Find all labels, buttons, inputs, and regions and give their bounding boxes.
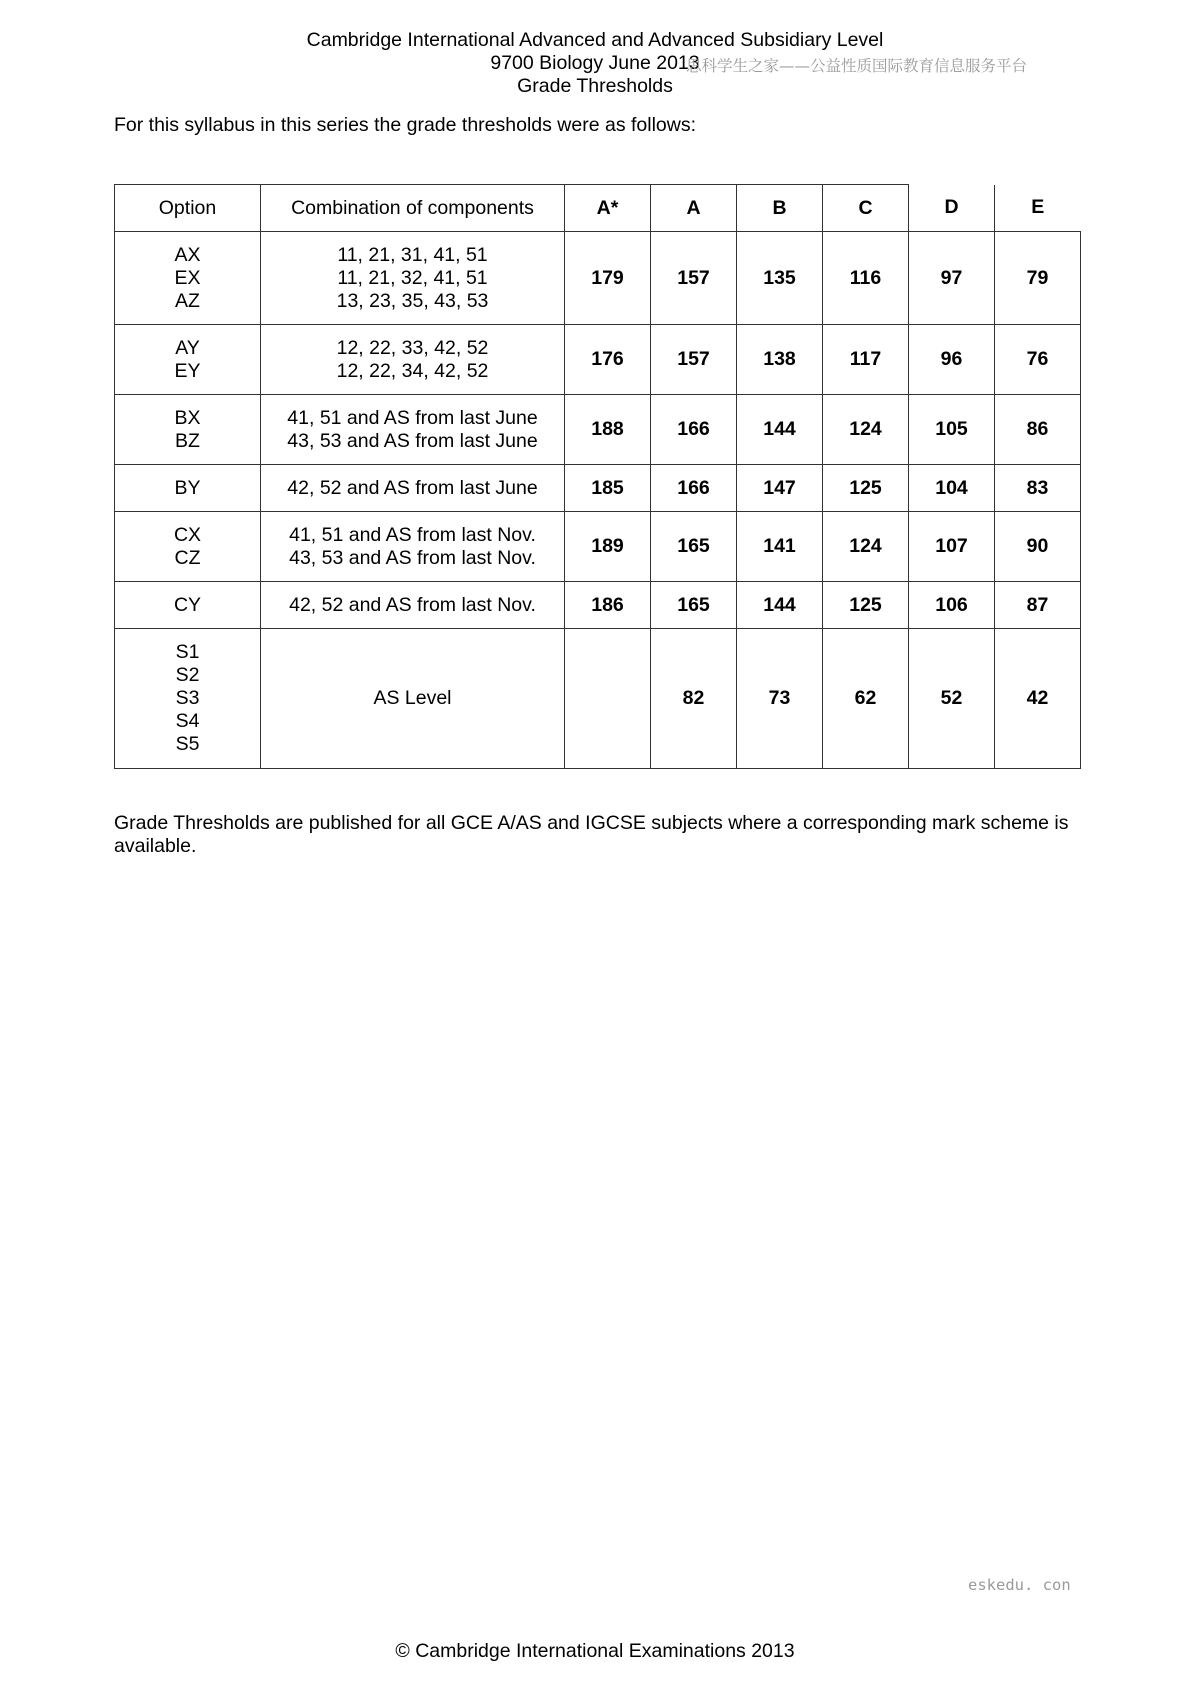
threshold-value: 147 bbox=[737, 465, 823, 512]
intro-text: For this syllabus in this series the grade thresholds were as follows: bbox=[114, 114, 697, 136]
threshold-value: 179 bbox=[565, 232, 651, 325]
threshold-value: 125 bbox=[823, 465, 909, 512]
table-row bbox=[115, 395, 1081, 465]
option-cell bbox=[115, 232, 261, 325]
table-row bbox=[115, 582, 1081, 629]
components-cell bbox=[261, 582, 565, 629]
component-combination: 41, 51 and AS from last Nov. bbox=[289, 523, 536, 546]
component-combination: 42, 52 and AS from last June bbox=[287, 476, 538, 499]
option-cell bbox=[115, 465, 261, 512]
header-option: Option bbox=[115, 185, 261, 232]
table-row bbox=[115, 232, 1081, 325]
threshold-value: 97 bbox=[909, 232, 995, 325]
copyright-footer: © Cambridge International Examinations 2013 bbox=[395, 1640, 795, 1662]
option-cell bbox=[115, 582, 261, 629]
option-code: EY bbox=[174, 359, 201, 382]
threshold-value: 176 bbox=[565, 325, 651, 395]
threshold-value: 166 bbox=[651, 465, 737, 512]
syllabus-line: 9700 Biology June 2013 bbox=[490, 52, 700, 74]
footnote-text: Grade Thresholds are published for all GCE A/AS and IGCSE subjects where a corresponding mark scheme is available. bbox=[114, 812, 1069, 857]
option-code: S4 bbox=[175, 710, 200, 732]
threshold-value: 52 bbox=[909, 629, 995, 769]
component-combination: 42, 52 and AS from last Nov. bbox=[289, 593, 536, 616]
components-cell bbox=[261, 232, 565, 325]
threshold-value: 144 bbox=[737, 582, 823, 629]
option-code: BZ bbox=[175, 429, 200, 452]
threshold-value: 141 bbox=[737, 512, 823, 582]
option-code: S1 bbox=[175, 641, 200, 663]
header-grade-d: D bbox=[909, 185, 995, 232]
threshold-value: 116 bbox=[823, 232, 909, 325]
header-grade-a: A bbox=[651, 185, 737, 232]
component-combination: 43, 53 and AS from last June bbox=[287, 429, 538, 452]
option-cell bbox=[115, 395, 261, 465]
threshold-value: 157 bbox=[651, 232, 737, 325]
threshold-value: 138 bbox=[737, 325, 823, 395]
threshold-value: 105 bbox=[909, 395, 995, 465]
watermark-text: 思科学生之家——公益性质国际教育信息服务平台 bbox=[686, 57, 1028, 75]
header-grade-c: C bbox=[823, 185, 909, 232]
components-cell bbox=[261, 629, 565, 769]
components-cell bbox=[261, 465, 565, 512]
threshold-value: 144 bbox=[737, 395, 823, 465]
component-combination: 11, 21, 32, 41, 51 bbox=[337, 266, 488, 289]
component-combination: 11, 21, 31, 41, 51 bbox=[337, 243, 488, 266]
threshold-value: 73 bbox=[737, 629, 823, 769]
threshold-value: 104 bbox=[909, 465, 995, 512]
option-cell bbox=[115, 325, 261, 395]
threshold-value: 124 bbox=[823, 512, 909, 582]
option-code: CX bbox=[173, 523, 202, 546]
threshold-value: 189 bbox=[565, 512, 651, 582]
threshold-value: 82 bbox=[651, 629, 737, 769]
threshold-value: 42 bbox=[995, 629, 1081, 769]
threshold-value: 186 bbox=[565, 582, 651, 629]
threshold-value: 79 bbox=[995, 232, 1081, 325]
table-row bbox=[115, 465, 1081, 512]
component-combination: 12, 22, 34, 42, 52 bbox=[336, 359, 489, 382]
threshold-value: 188 bbox=[565, 395, 651, 465]
threshold-value: 86 bbox=[995, 395, 1081, 465]
components-cell bbox=[261, 395, 565, 465]
document-title: Cambridge International Advanced and Advanced Subsidiary Level bbox=[306, 29, 884, 51]
grade-thresholds-table bbox=[114, 184, 1081, 769]
threshold-value: 90 bbox=[995, 512, 1081, 582]
component-combination: 13, 23, 35, 43, 53 bbox=[336, 289, 489, 312]
threshold-value: 83 bbox=[995, 465, 1081, 512]
header-grade-e: E bbox=[995, 185, 1081, 232]
option-code: S2 bbox=[175, 664, 200, 686]
threshold-value: 135 bbox=[737, 232, 823, 325]
threshold-value bbox=[565, 629, 651, 769]
component-combination: AS Level bbox=[373, 687, 452, 709]
option-code: CY bbox=[173, 593, 202, 616]
option-code: AY bbox=[175, 336, 200, 359]
threshold-value: 106 bbox=[909, 582, 995, 629]
component-combination: 41, 51 and AS from last June bbox=[287, 406, 538, 429]
threshold-value: 62 bbox=[823, 629, 909, 769]
option-code: S3 bbox=[175, 687, 200, 709]
option-code: AX bbox=[174, 243, 201, 266]
site-watermark: eskedu. con bbox=[968, 1576, 1071, 1594]
table-row bbox=[115, 629, 1081, 769]
table-row bbox=[115, 512, 1081, 582]
component-combination: 43, 53 and AS from last Nov. bbox=[289, 546, 536, 569]
option-code: AZ bbox=[175, 289, 200, 312]
threshold-value: 165 bbox=[651, 512, 737, 582]
threshold-value: 185 bbox=[565, 465, 651, 512]
option-code: S5 bbox=[175, 733, 200, 755]
header-components: Combination of components bbox=[261, 185, 565, 232]
threshold-value: 166 bbox=[651, 395, 737, 465]
threshold-value: 124 bbox=[823, 395, 909, 465]
option-cell bbox=[115, 512, 261, 582]
table-header-row bbox=[115, 185, 1081, 232]
component-combination: 12, 22, 33, 42, 52 bbox=[336, 336, 489, 359]
threshold-value: 107 bbox=[909, 512, 995, 582]
threshold-value: 125 bbox=[823, 582, 909, 629]
option-code: BX bbox=[174, 406, 201, 429]
threshold-value: 76 bbox=[995, 325, 1081, 395]
threshold-value: 165 bbox=[651, 582, 737, 629]
components-cell bbox=[261, 325, 565, 395]
components-cell bbox=[261, 512, 565, 582]
section-title: Grade Thresholds bbox=[517, 75, 673, 97]
option-cell bbox=[115, 629, 261, 769]
threshold-value: 157 bbox=[651, 325, 737, 395]
header-grade-b: B bbox=[737, 185, 823, 232]
header-grade-astar: A* bbox=[565, 185, 651, 232]
threshold-value: 96 bbox=[909, 325, 995, 395]
option-code: CZ bbox=[174, 546, 201, 569]
threshold-value: 87 bbox=[995, 582, 1081, 629]
table-row bbox=[115, 325, 1081, 395]
option-code: BY bbox=[174, 476, 201, 499]
option-code: EX bbox=[174, 266, 201, 289]
threshold-value: 117 bbox=[823, 325, 909, 395]
